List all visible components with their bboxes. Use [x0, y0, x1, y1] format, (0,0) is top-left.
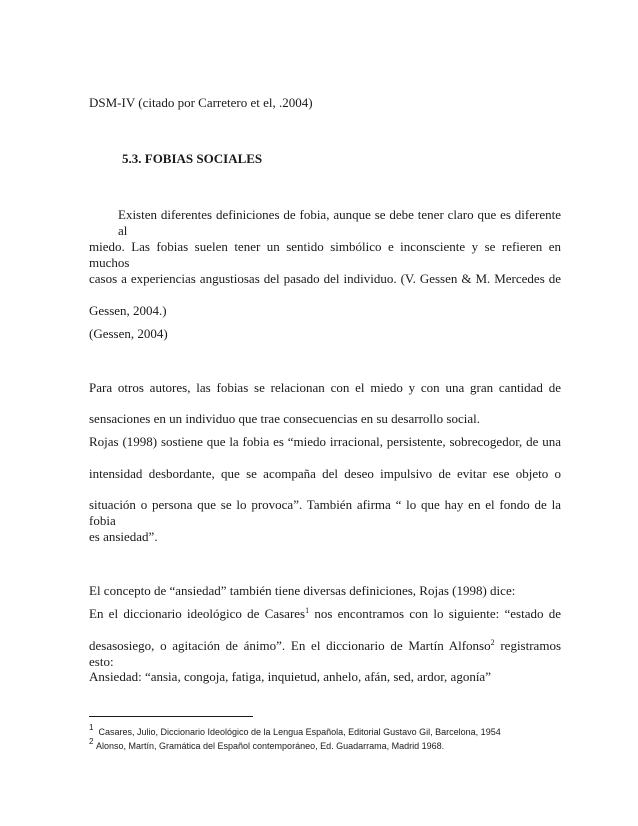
footnote-marker-2: 2: [490, 638, 495, 647]
paragraph-2-line-2: sensaciones en un individuo que trae consecuencias en su desarrollo social.: [89, 411, 480, 426]
footnote-divider: [89, 716, 253, 717]
section-heading: 5.3. FOBIAS SOCIALES: [122, 151, 263, 166]
paragraph-2-line-1: Para otros autores, las fobias se relacionan con el miedo y con una gran cantidad de: [89, 380, 561, 395]
footnote-1: [89, 723, 559, 738]
footnote-2-number: 2: [89, 737, 94, 746]
footnote-2: [89, 737, 559, 752]
footnote-1-number: 1: [89, 723, 94, 732]
paragraph-3-line-4: es ansiedad”.: [89, 529, 158, 544]
paragraph-1-line-1: Existen diferentes definiciones de fobia, aunque se debe tener claro que es diferente al: [118, 207, 561, 238]
paragraph-4: El concepto de “ansiedad” también tiene diversas definiciones, Rojas (1998) dice:: [89, 583, 516, 598]
paragraph-5-line-2-text-a: desasosiego, o agitación de ánimo”. En el diccionario de Martín Alfonso: [89, 638, 491, 653]
footnote-1-text: Casares, Julio, Diccionario Ideológico de la Lengua Española, Editorial Gustavo Gil, Barcelona, 1954: [98, 727, 501, 737]
paragraph-1-line-2: miedo. Las fobias suelen tener un sentido simbólico e inconsciente y se refieren en muchos: [89, 239, 561, 270]
paragraph-3-line-1: Rojas (1998) sostiene que la fobia es “miedo irracional, persistente, sobrecogedor, de una: [89, 434, 561, 449]
footnote-marker-1: 1: [305, 606, 310, 615]
paragraph-1-reference: (Gessen, 2004): [89, 326, 168, 341]
paragraph-5-text-a: En el diccionario ideológico de Casares: [89, 606, 306, 621]
paragraph-5-text-b: nos encontramos con lo siguiente: “estado de: [309, 606, 561, 621]
paragraph-1-line-3: casos a experiencias angustiosas del pasado del individuo. (V. Gessen & M. Mercedes de: [89, 271, 561, 286]
paragraph-3-line-2: intensidad desbordante, que se acompaña del deseo impulsivo de evitar ese objeto o: [89, 466, 561, 481]
paragraph-6: Ansiedad: “ansia, congoja, fatiga, inquietud, anhelo, afán, sed, ardor, agonía”: [89, 669, 491, 684]
paragraph-3-line-3: situación o persona que se lo provoca”. También afirma “ lo que hay en el fondo de la fobia: [89, 497, 561, 528]
paragraph-1-line-4: Gessen, 2004.): [89, 303, 167, 318]
paragraph-5-line-2: [89, 638, 561, 670]
footnote-2-text: Alonso, Martín, Gramática del Español contemporáneo, Ed. Guadarrama, Madrid 1968.: [95, 741, 445, 751]
paragraph-5-line-1: [89, 606, 561, 622]
citation-line: DSM-IV (citado por Carretero et el, .2004): [89, 95, 313, 110]
paragraph-5-line-2-text-b: registramos esto:: [89, 638, 561, 669]
